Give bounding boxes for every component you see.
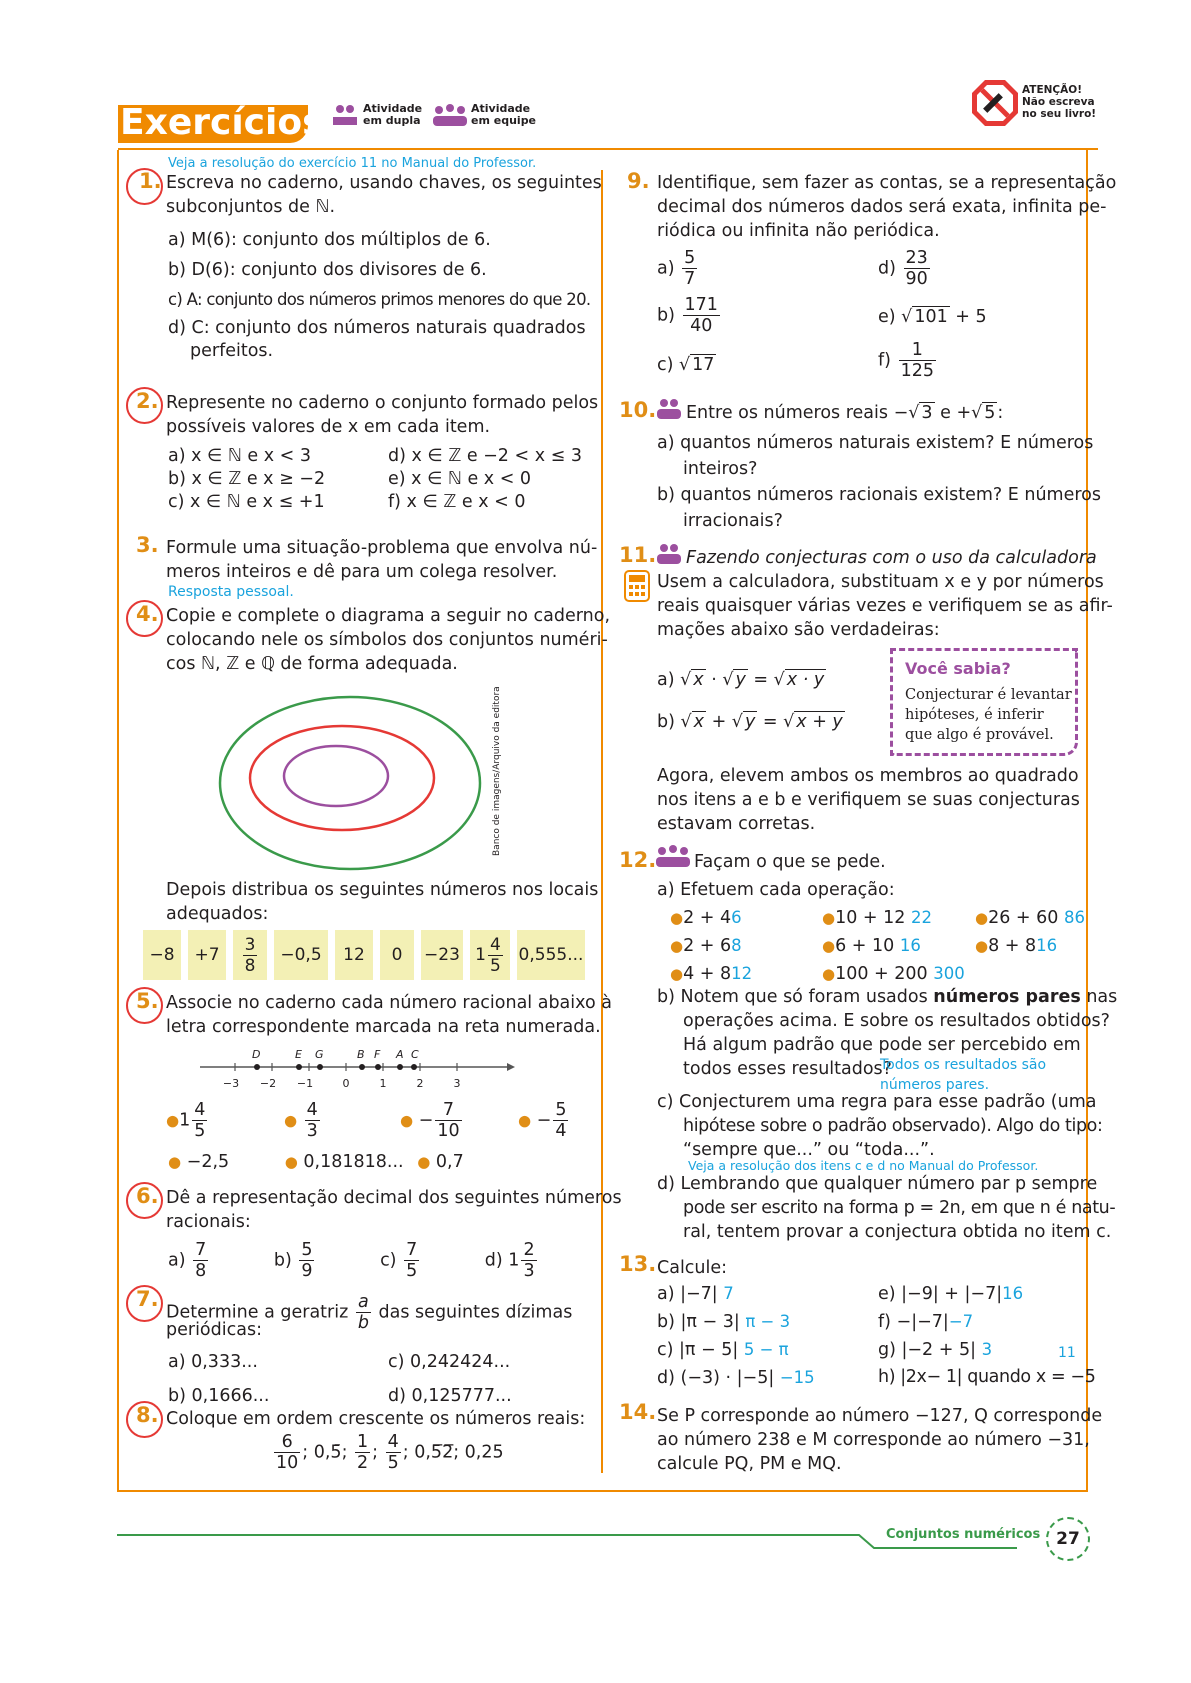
ex12-item-a: a) Efetuem cada operação:	[657, 880, 895, 900]
ex12-item-c: c) Conjecturem uma regra para esse padrão (uma hipótese sobre o padrão observado). Algo do tipo: “sempre que...” ou “toda...”.	[657, 1092, 1103, 1160]
number-cell: 1 $\frac{4}{5}$	[470, 930, 510, 980]
pair-icon	[656, 398, 682, 420]
ex8-statement: Coloque em ordem crescente os números reais:	[166, 1409, 586, 1429]
ex4-statement: Copie e complete o diagrama a seguir no caderno, colocando nele os símbolos dos conjuntos numéri- cos ℕ, ℤ e ℚ de forma adequada.	[166, 606, 611, 674]
ex5-item-c: ● − $\frac{7}{10}$	[400, 1100, 460, 1141]
ex5-items-row1: ●1 $\frac{4}{5}$	[166, 1100, 206, 1141]
ex9-item-c: c) √ 17	[657, 355, 715, 375]
ex12-ops-col1: ●2 + 46 ●2 + 68 ●4 + 812	[670, 908, 753, 984]
image-credit: Banco de imagens/Arquivo da editora	[492, 686, 502, 856]
ex10-items: a) quantos números naturais existem? E números inteiros? b) quantos números racionais existem? E números irracionais?	[657, 433, 1101, 531]
tick-label: −1	[296, 1077, 314, 1090]
ex5-item-b: ● $\frac{4}{3}$	[284, 1100, 318, 1141]
ex9-statement: Identifique, sem fazer as contas, se a representação decimal dos números dados será exata, infinita pe- riódica ou infinita não periódica.	[657, 173, 1117, 241]
did-you-know-box: Você sabia? Conjecturar é levantar hipóteses, é inferir que algo é provável.	[890, 648, 1078, 756]
tick-label: 0	[342, 1077, 350, 1090]
ex2-items-left: a) x ∈ ℕ e x < 3 b) x ∈ ℤ e x ≥ −2 c) x ∈ ℕ e x ≤ +1	[168, 446, 326, 512]
ex9-item-e: e) √ 101 + 5	[878, 307, 987, 327]
pair-activity-legend	[333, 102, 423, 131]
header-bar	[118, 102, 324, 143]
ex3-answer: Resposta pessoal.	[168, 584, 294, 600]
ex12-ops-col3: ●26 + 60 86 ●8 + 816	[975, 908, 1085, 956]
attention-line-2: Não escreva	[1022, 96, 1095, 108]
ex1-statement: Escreva no caderno, usando chaves, os seguintes subconjuntos de ℕ.	[166, 173, 602, 217]
ex14-statement: Se P corresponde ao número −127, Q corresponde ao número 238 e M corresponde ao número −31, calcule PQ, PM e MQ.	[657, 1406, 1103, 1474]
ex13-number: 13.	[619, 1252, 657, 1276]
ex9-item-f: f) $\frac{1}{125}$	[878, 340, 934, 381]
ex6-items: a) $\frac{7}{8}$ b) $\frac{5}{9}$ c) $\frac{7}{5}$ d) 1 $\frac{2}{3}$	[168, 1240, 535, 1281]
tick-label: −3	[222, 1077, 240, 1090]
tick-label: 2	[416, 1077, 424, 1090]
ex12-item-b: b) Notem que só foram usados números pares nas operações acima. E sobre os resultados obtidos? Há algum padrão que pode ser percebido em todos esses resultados?	[657, 987, 1118, 1079]
ex5-item-d: ● − $\frac{5}{4}$	[518, 1100, 567, 1141]
point-label-d: D	[252, 1048, 261, 1061]
number-cell: −23	[421, 930, 463, 980]
tick-label: 1	[379, 1077, 387, 1090]
number-cell: 0	[380, 930, 414, 980]
number-cell: +7	[188, 930, 226, 980]
ex1-items: a) M(6): conjunto dos múltiplos de 6. b) D(6): conjunto dos divisores de 6. c) A: conjunto dos números primos menores do que 20. d) C: conjunto dos números naturais quadrados perfeitos.	[168, 230, 591, 361]
did-you-know-title: Você sabia?	[905, 659, 1011, 678]
number-cell: −0,5	[274, 930, 328, 980]
ex12-statement: Façam o que se pede.	[694, 852, 886, 872]
point-label-g: G	[315, 1048, 324, 1061]
number-cell: −8	[143, 930, 181, 980]
ex11-title: Fazendo conjecturas com o uso da calculadora	[686, 548, 1097, 568]
number-line	[195, 1040, 515, 1090]
attention-line-3: no seu livro!	[1022, 108, 1097, 120]
ex3-number: 3.	[136, 533, 159, 557]
pair-icon	[656, 543, 682, 565]
ex5-items-row2: ● −2,5 ● 0,181818... ● 0,7	[168, 1152, 464, 1172]
ex12-cd-note: Veja a resolução dos itens c e d no Manual do Professor.	[688, 1158, 1039, 1173]
ex12-item-d: d) Lembrando que qualquer número par p sempre pode ser escrito na forma p = 2n, em que n é natu- ral, tentem provar a conjectura obtida no item c.	[657, 1174, 1116, 1242]
ex4-statement-2: Depois distribua os seguintes números nos locais adequados:	[166, 880, 599, 924]
venn-diagram	[210, 688, 490, 878]
ex11-statement: Usem a calculadora, substituam x e y por números reais quaisquer várias vezes e verifiquem se as afir- mações abaixo são verdadeiras:	[657, 572, 1113, 640]
ex4-number: 4.	[136, 602, 159, 626]
footer-line	[117, 1530, 1017, 1550]
ex13-items-right: e) |−9| + |−7|16 f) −|−7|−7 g) |−2 + 5| 3 h) |2x− 1| quando x = −5	[878, 1284, 1096, 1387]
ex2-statement: Represente no caderno o conjunto formado pelos possíveis valores de x em cada item.	[166, 393, 599, 437]
ex12-number: 12.	[619, 848, 657, 872]
ex5-number: 5.	[136, 989, 159, 1013]
ex12-b-answer: Todos os resultados são números pares.	[880, 1057, 1047, 1093]
ex9-item-b: b) $\frac{171}{40}$	[657, 295, 718, 336]
attention-title: ATENÇÃO!	[1022, 84, 1082, 96]
point-label-b: B	[357, 1048, 365, 1061]
ex13-items-left: a) |−7| 7 b) |π − 3| π − 3 c) |π − 5| 5 − π d) (−3) · |−5| −15	[657, 1284, 815, 1388]
tick-label: −2	[259, 1077, 277, 1090]
ex10-number: 10.	[619, 398, 657, 422]
ex5-statement: Associe no caderno cada número racional abaixo à letra correspondente marcada na reta numerada.	[166, 993, 612, 1037]
page-title: Exercícios	[120, 102, 324, 143]
ex12-ops-col2: ●10 + 12 22 ●6 + 10 16 ●100 + 200 300	[822, 908, 965, 984]
ex2-items-right: d) x ∈ ℤ e −2 < x ≤ 3 e) x ∈ ℕ e x < 0 f) x ∈ ℤ e x < 0	[388, 446, 583, 512]
chapter-name: Conjuntos numéricos	[886, 1527, 1041, 1542]
ex9-item-d: d) $\frac{23}{90}$	[878, 248, 928, 289]
team-icon	[433, 103, 467, 127]
ex8-number: 8.	[136, 1403, 159, 1427]
ex6-statement: Dê a representação decimal dos seguintes números racionais:	[166, 1188, 622, 1232]
ex7-statement-2: periódicas:	[166, 1320, 262, 1340]
ex11-number: 11.	[619, 543, 657, 567]
ex7-items-right: c) 0,242424... d) 0,125777...	[388, 1352, 512, 1406]
pair-label: Atividade em dupla	[363, 102, 423, 127]
team-activity-legend	[433, 102, 537, 131]
ex11-statement-2: Agora, elevem ambos os membros ao quadrado nos itens a e b e verifiquem se suas conjecturas estavam corretas.	[657, 766, 1080, 834]
ex2-number: 2.	[136, 389, 159, 413]
point-label-e: E	[295, 1048, 302, 1061]
team-icon	[656, 844, 690, 868]
ex8-numbers: $\frac{6}{10}$ ; 0,5̄; $\frac{1}{2}$ ; $\frac{4}{5}$ ; 0,5̅2̅; 0,25	[276, 1432, 504, 1473]
page-number: 27	[1046, 1517, 1090, 1561]
pair-icon	[333, 103, 357, 127]
ex3-statement: Formule uma situação-problema que envolva nú- meros inteiros e dê para um colega resolver.	[166, 538, 598, 582]
number-cell: 0,555...	[517, 930, 585, 980]
point-label-f: F	[374, 1048, 381, 1061]
ex7-items-left: a) 0,333... b) 0,1666...	[168, 1352, 270, 1406]
team-label: Atividade em equipe	[471, 102, 537, 127]
ex7-statement: Determine a geratriz $\frac{a}{b}$ das seguintes dízimas	[166, 1292, 573, 1333]
ex6-number: 6.	[136, 1184, 159, 1208]
ex13-statement: Calcule:	[657, 1258, 728, 1278]
calculator-icon	[624, 570, 650, 602]
point-label-a: A	[396, 1048, 404, 1061]
point-label-c: C	[411, 1048, 419, 1061]
ex13-h-result: 11	[1058, 1345, 1076, 1361]
number-cell: 12	[335, 930, 373, 980]
ex1-number: 1.	[139, 169, 162, 193]
attention-notice	[970, 78, 1097, 132]
number-cell: $\frac{3}{8}$	[233, 930, 267, 980]
ex7-number: 7.	[136, 1287, 159, 1311]
ex11-item-b: b) √ x + √ y = √ x + y	[657, 712, 843, 732]
ex11-item-a: a) √ x · √ y = √ x · y	[657, 670, 825, 690]
ex1-note: Veja a resolução do exercício 11 no Manual do Professor.	[168, 156, 537, 171]
ex14-number: 14.	[619, 1400, 657, 1424]
ex9-number: 9.	[627, 169, 650, 193]
ex10-statement: Entre os números reais −√ 3 e +√ 5 :	[686, 403, 1004, 423]
tick-label: 3	[453, 1077, 461, 1090]
no-write-icon	[970, 78, 1020, 128]
ex9-item-a: a) $\frac{5}{7}$	[657, 248, 696, 289]
